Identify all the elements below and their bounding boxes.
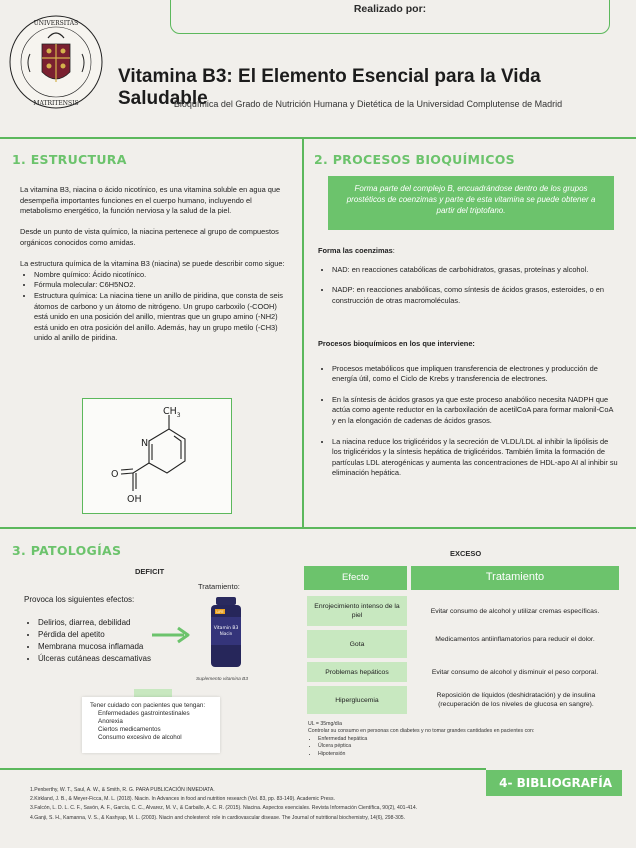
list-item: • En la síntesis de ácidos grasos ya que este proceso anabólico necesita NADPH que actúa como agente reductor en la carboxilación de acetilCoA para formar malonil-CoA y en la elongación de cadenas de ácidos grasos.	[332, 395, 618, 427]
table-cell-efecto: Hiperglucemia	[307, 686, 407, 714]
list-item: Anorexia	[98, 718, 123, 725]
svg-text:MATRITENSIS: MATRITENSIS	[33, 100, 79, 107]
table-header-tratamiento: Tratamiento	[411, 566, 619, 590]
table-cell-tratamiento: Reposición de líquidos (deshidratación) y de insulina (recuperación de los niveles de glucosa en sangre).	[436, 692, 596, 708]
arrow-right-icon	[150, 624, 192, 646]
care-box-tab	[134, 689, 172, 697]
deficit-title: DEFICIT	[135, 567, 165, 576]
procesos-block	[318, 339, 618, 479]
procesos-list	[318, 364, 618, 479]
table-cell-efecto: Problemas hepáticos	[307, 662, 407, 682]
niacin-structure	[83, 399, 230, 512]
svg-text:Niacin: Niacin	[219, 631, 233, 636]
procesos-intro-box	[328, 176, 614, 230]
column-divider	[302, 137, 304, 527]
table-cell-tratamiento: Medicamentos antiinflamatorios para reducir el dolor.	[435, 635, 595, 643]
oxygen-label: O	[111, 469, 119, 480]
list-item: • Delirios, diarrea, debilidad	[38, 617, 204, 629]
estructura-p3: La estructura química de la vitamina B3 (niacina) se puede describir como sigue:	[20, 259, 285, 269]
table-cell-tratamiento: Evitar consumo de alcohol y utilizar cremas específicas.	[430, 607, 600, 615]
list-item: • Procesos metabólicos que impliquen transferencia de electrones y producción de energía útil, como el Ciclo de Krebs y transferencia de electrones.	[332, 364, 618, 385]
supplement-bottle-image	[207, 597, 245, 669]
control-text: Controlar su consumo en personas con diabetes y no tomar grandes cantidades en pacientes con:	[308, 728, 535, 735]
coenzimas-title: Forma las coenzimas	[318, 246, 393, 255]
nitrogen-label: N	[141, 438, 149, 449]
exceso-notes	[308, 721, 618, 758]
table-cell-efecto: Gota	[307, 630, 407, 658]
reference-item: 4.Ganji, S. H., Kamanna, V. S., & Kashyap, M. L. (2003). Niacin and cholesterol: role in cardiovascular disease. The Journal of nutritional biochemistry, 14(6), 298-305.	[30, 814, 406, 821]
care-title: Tener cuidado con pacientes que tengan:	[90, 702, 206, 709]
list-item: • Nombre químico: Ácido nicotínico.	[34, 270, 290, 281]
reference-item: 2.Kirkland, J. B., & Meyer-Ficca, M. L. (2018). Niacin. In Advances in food and nutrition research (Vol. 83, pp. 83-149). Academic Press.	[30, 796, 335, 803]
molecule-figure	[82, 398, 232, 514]
list-item: Ciertos medicamentos	[98, 726, 161, 733]
svg-text:UNIVERSITAS: UNIVERSITAS	[33, 20, 79, 27]
care-box	[82, 697, 220, 753]
svg-text:Vitamin B3: Vitamin B3	[213, 626, 239, 631]
tratamiento-label: Tratamiento:	[198, 582, 240, 591]
estructura-text	[20, 185, 290, 344]
section-divider	[0, 527, 636, 529]
care-list	[90, 710, 212, 742]
list-item: • Estructura química: La niacina tiene un anillo de piridina, que consta de seis átomos de carbono y un átomo de nitrógeno. Un grupo carboxilo (-COOH) está unido en una posición del anillo, mientras que un grupo amino (-NH2) está unido en otra posición del anillo. Además, hay un grupo metilo (-CH3) unido al anillo de piridina.	[34, 291, 290, 344]
coenzimas-block: Forma las coenzimas: • NAD: en reacciones catabólicas de carbohidratos, grasas, proteínas y alcohol. • NADP: en reacciones anabólicas, como síntesis de ácidos grasos, esteroides, o en construcción de otras macromoléculas.	[318, 246, 618, 306]
list-item: Consumo excesivo de alcohol	[98, 734, 182, 741]
exceso-title: EXCESO	[450, 549, 482, 558]
author-label: Realizado por:	[353, 3, 427, 15]
list-item: • Pérdida del apetito	[38, 629, 204, 641]
list-item: • Hipotensión	[318, 751, 618, 758]
patologias-title: 3. PATOLOGÍAS	[12, 543, 122, 558]
table-header-efecto: Efecto	[304, 566, 407, 590]
author-box	[170, 0, 610, 34]
list-item: • NADP: en reacciones anabólicas, como síntesis de ácidos grasos, esteroides, o en construcción de otras macromoléculas.	[332, 285, 618, 306]
bibliografia-title: 4- BIBLIOGRAFÍA	[486, 770, 622, 796]
estructura-p2: Desde un punto de vista químico, la niacina pertenece al grupo de compuestos orgánicos conocidos como amidas.	[20, 227, 279, 247]
bottle-caption: Suplemento vitamina B3	[196, 677, 248, 682]
page-subtitle: Bioquímica del Grado de Nutrición Humana y Dietética de la Universidad Complutense de Madrid	[173, 99, 563, 109]
ul-value: UL = 35mg/día	[308, 721, 342, 727]
procesos-title: 2. PROCESOS BIOQUÍMICOS	[314, 152, 515, 167]
list-item: • La niacina reduce los triglicéridos y la secreción de VLDL/LDL al inhibir la lipólisis de los triglicéridos y la síntesis hepática de triglicéridos. También limita la formación de partículas LDL aterogénicas y aumenta las concentraciones de HDL-apo AI al inhibir su eliminación hepática.	[332, 437, 618, 479]
ch3-label: $CH_3$	[163, 406, 181, 419]
reference-item: 3.Falcón, L. D. L. C. F., Savón, A. F., García, C. C., Alvarez, M. V., & Carballo, A. C. R. (2015). Niacina. Aspectos esenciales. Revista Información Científica, 90(2), 401-414.	[30, 805, 418, 812]
table-cell-efecto: Enrojecimiento intenso de la piel	[307, 596, 407, 626]
header-divider	[0, 137, 636, 139]
list-item: • Fórmula molecular: C6H5NO2.	[34, 280, 290, 291]
list-item: • NAD: en reacciones catabólicas de carbohidratos, grasas, proteínas y alcohol.	[332, 265, 618, 276]
list-item: • Membrana mucosa inflamada	[38, 641, 204, 653]
coenzimas-list	[318, 265, 618, 307]
estructura-title: 1. ESTRUCTURA	[12, 152, 127, 167]
estructura-list	[20, 270, 290, 344]
hydroxyl-label: OH	[127, 494, 142, 505]
list-item: • Úlcera péptica	[318, 743, 618, 750]
reference-item: 1.Penberthy, W. T., Saul, A. W., & Smith, R. G. PARA PUBLICACIÓN INMEDIATA.	[30, 787, 215, 793]
page-title: Vitamina B3: El Elemento Esencial para la Vida Saludable	[118, 66, 541, 109]
procesos-intro: Forma parte del complejo B, encuadrándose dentro de los grupos prostéticos de coenzimas y parte de esta vitamina se puede obtener a partir del triptofano.	[346, 184, 596, 215]
efectos-title: Provoca los siguientes efectos:	[24, 595, 135, 604]
list-item: • Úlceras cutáneas descamativas	[38, 653, 204, 665]
references-list	[30, 786, 610, 823]
procesos-subtitle: Procesos bioquímicos en los que interviene:	[318, 339, 475, 348]
control-list	[308, 736, 618, 758]
university-seal	[8, 14, 104, 110]
biblio-divider	[0, 768, 486, 770]
svg-text:LIFE: LIFE	[216, 610, 224, 614]
list-item: Enfermedades gastrointestinales	[98, 710, 190, 717]
estructura-p1: La vitamina B3, niacina o ácido nicotínico, es una vitamina soluble en agua que desempeña importantes funciones en el cuerpo humano, incluyendo el metabolismo energético, la función nerviosa y la salud de la piel.	[20, 185, 281, 216]
list-item: • Enfermedad hepática	[318, 736, 618, 743]
table-cell-tratamiento: Evitar consumo de alcohol y disminuir el peso corporal.	[431, 668, 599, 676]
